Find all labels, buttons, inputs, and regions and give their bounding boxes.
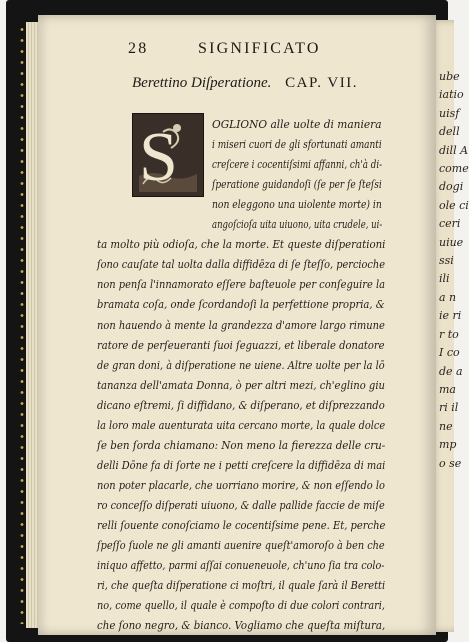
chapter-label: CAP. VII. bbox=[285, 75, 358, 91]
facing-text-line: ma bbox=[439, 382, 456, 396]
text-line: bramata coſa, onde ſcordandoſi la perfettione propria, & bbox=[97, 298, 385, 312]
facing-text-line: ube bbox=[439, 70, 460, 83]
chapter-heading bbox=[132, 75, 392, 92]
text-line: non poter placarle, che uorriano morire, & non eſſendo lo bbox=[97, 478, 385, 492]
facing-text-line: a n bbox=[439, 290, 457, 304]
chapter-title: Berettino Diſperatione. bbox=[132, 75, 272, 91]
facing-text-line: uisf bbox=[439, 106, 460, 120]
facing-text-line: ie ri bbox=[439, 309, 462, 323]
text-line: ſperatione guidandoſi (ſe per ſe ſteſsi bbox=[212, 178, 382, 192]
facing-text-line: ri il bbox=[439, 401, 459, 415]
facing-text-line: dell bbox=[439, 125, 460, 139]
text-line: i miseri cuori de gli sfortunati amanti bbox=[212, 138, 382, 152]
text-line: relli ſouente conoſciamo le cocentiſsime pene. Et, perche bbox=[97, 519, 386, 532]
facing-text-line: ne bbox=[439, 419, 453, 433]
text-line: no, come quello, il quale è compoſto di due colori contrari, bbox=[97, 599, 385, 613]
text-line: iniquo affetto, parmi aſſai conueneuole, ch'uno ſia tra colo- bbox=[97, 559, 385, 573]
text-line: la loro male auenturata uita cercano morte, la quale dolce bbox=[97, 418, 386, 432]
facing-text-line: ole ci bbox=[439, 198, 469, 212]
text-line: ſe ben ſorda chiamano: Non meno la fierezza delle cru- bbox=[97, 438, 386, 452]
text-line: non penſa l'innamorato eſſere baſteuole per conſeguire la bbox=[97, 278, 386, 292]
text-line: ratore de perſeueranti ſuoi ſeguazzi, et liberale donatore bbox=[97, 338, 385, 352]
facing-text-line: ceri bbox=[439, 217, 461, 231]
text-line: delli Dōne fa di ſorte ne i petti creſcere la diffidēza di mai bbox=[97, 458, 386, 472]
facing-text-line: come bbox=[439, 162, 469, 176]
facing-text-line: o se bbox=[439, 456, 462, 470]
text-line: creſcere i cocentiſsimi affanni, ch'à di- bbox=[212, 158, 383, 172]
text-line: ſpeſſo ſuole ne gli amanti auenire queſt'amoroſo à ben che bbox=[97, 539, 385, 553]
woodcut-initial bbox=[132, 113, 204, 197]
text-line: ta molto più odioſa, che la morte. Et queste diſperationi bbox=[97, 238, 386, 252]
facing-text-line: uiue bbox=[439, 235, 464, 249]
facing-text-line: dogi bbox=[439, 180, 464, 194]
text-line: ri, che queſta diſperatione ci moſtri, il quale ſarà il Beretti bbox=[97, 579, 386, 593]
text-line: che ſono negro, & bianco. Vogliamo che queſta miſtura, bbox=[97, 619, 386, 633]
facing-text-line: iatio bbox=[439, 88, 464, 102]
running-title: SIGNIFICATO bbox=[198, 40, 321, 57]
page-header bbox=[128, 40, 368, 60]
text-line: de gran doni, à diſperatione ne uiene. Altre uolte per la lō bbox=[97, 358, 385, 372]
text-line: tananza dell'amata Donna, ò per altri mezi, ch'eglino giu bbox=[97, 378, 385, 392]
facing-text-line: mp bbox=[439, 438, 457, 452]
text-line: dicano eſtremi, ſi diffidano, & diſperano, et diſprezzando bbox=[97, 398, 385, 412]
text-line: OGLIONO alle uolte di maniera bbox=[212, 118, 382, 131]
text-line: non eleggono una uiolente morte) in bbox=[212, 198, 382, 212]
facing-text-line: de a bbox=[439, 364, 463, 378]
drop-cap-letter: S bbox=[139, 119, 178, 196]
page-number: 28 bbox=[128, 40, 149, 57]
text-line: ro conceſſo diſperati uiuono, & dalle pallide faccie de miſe bbox=[97, 498, 385, 512]
facing-text-line: ssi bbox=[439, 254, 454, 268]
facing-text-line: dill A bbox=[439, 143, 469, 157]
facing-text-line: r to bbox=[439, 327, 459, 341]
text-line: non hauendo à mente la grandezza d'amore largo rimune bbox=[97, 318, 385, 332]
text-line: ſono cauſate tal uolta dalla diffidēza di ſe ſteſſo, percioche bbox=[97, 258, 385, 272]
text-line: angoſcioſa uita uiuono, uita crudele, ui- bbox=[212, 218, 383, 232]
facing-text-line: I co bbox=[439, 346, 460, 360]
facing-text-line: ili bbox=[439, 272, 450, 286]
